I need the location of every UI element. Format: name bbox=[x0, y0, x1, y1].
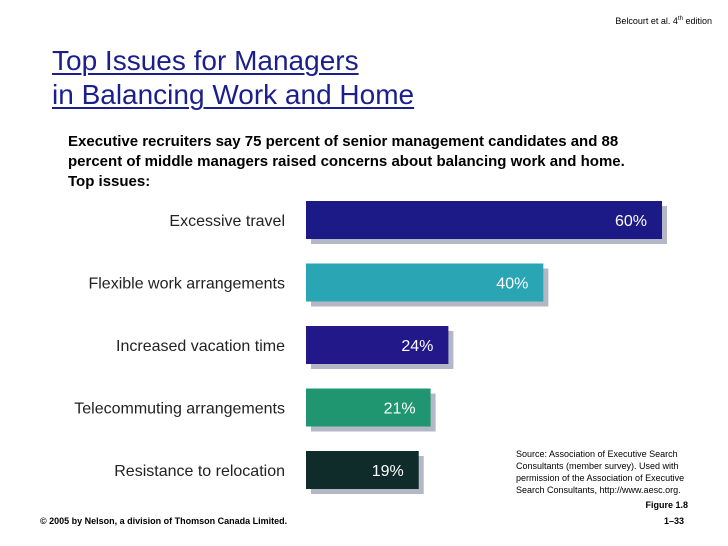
data-label: 21% bbox=[383, 400, 416, 418]
category-label: Excessive travel bbox=[169, 213, 285, 230]
title-line-2: in Balancing Work and Home bbox=[52, 79, 415, 110]
category-label: Flexible work arrangements bbox=[88, 275, 285, 293]
category-label: Resistance to relocation bbox=[114, 463, 285, 480]
data-label: 19% bbox=[371, 463, 404, 480]
source-note: Source: Association of Executive Search Consultants (member survey). Used with permission of the Association of Executive Search Consultants, http://www.aesc.org. bbox=[516, 449, 685, 495]
data-label: 60% bbox=[614, 213, 647, 230]
title-line-1: Top Issues for Managers bbox=[52, 45, 359, 76]
category-label: Telecommuting arrangements bbox=[74, 400, 285, 418]
page-title bbox=[52, 44, 414, 112]
edition-superscript: th bbox=[677, 16, 683, 22]
edition-text: Belcourt et al. 4 bbox=[615, 16, 678, 26]
copyright-footer: © 2005 by Nelson, a division of Thomson Canada Limited. bbox=[40, 516, 288, 526]
bar bbox=[306, 201, 662, 239]
edition-suffix: edition bbox=[685, 16, 712, 26]
page-number: 1–33 bbox=[663, 516, 684, 526]
intro-text: Executive recruiters say 75 percent of senior management candidates and 88 percent of middle managers raised concerns about balancing work and home. Top issues: bbox=[68, 133, 625, 190]
category-label: Increased vacation time bbox=[116, 338, 285, 355]
data-label: 40% bbox=[496, 275, 529, 293]
edition-label bbox=[615, 16, 712, 26]
figure-label: Figure 1.8 bbox=[645, 500, 688, 510]
data-label: 24% bbox=[401, 338, 434, 355]
